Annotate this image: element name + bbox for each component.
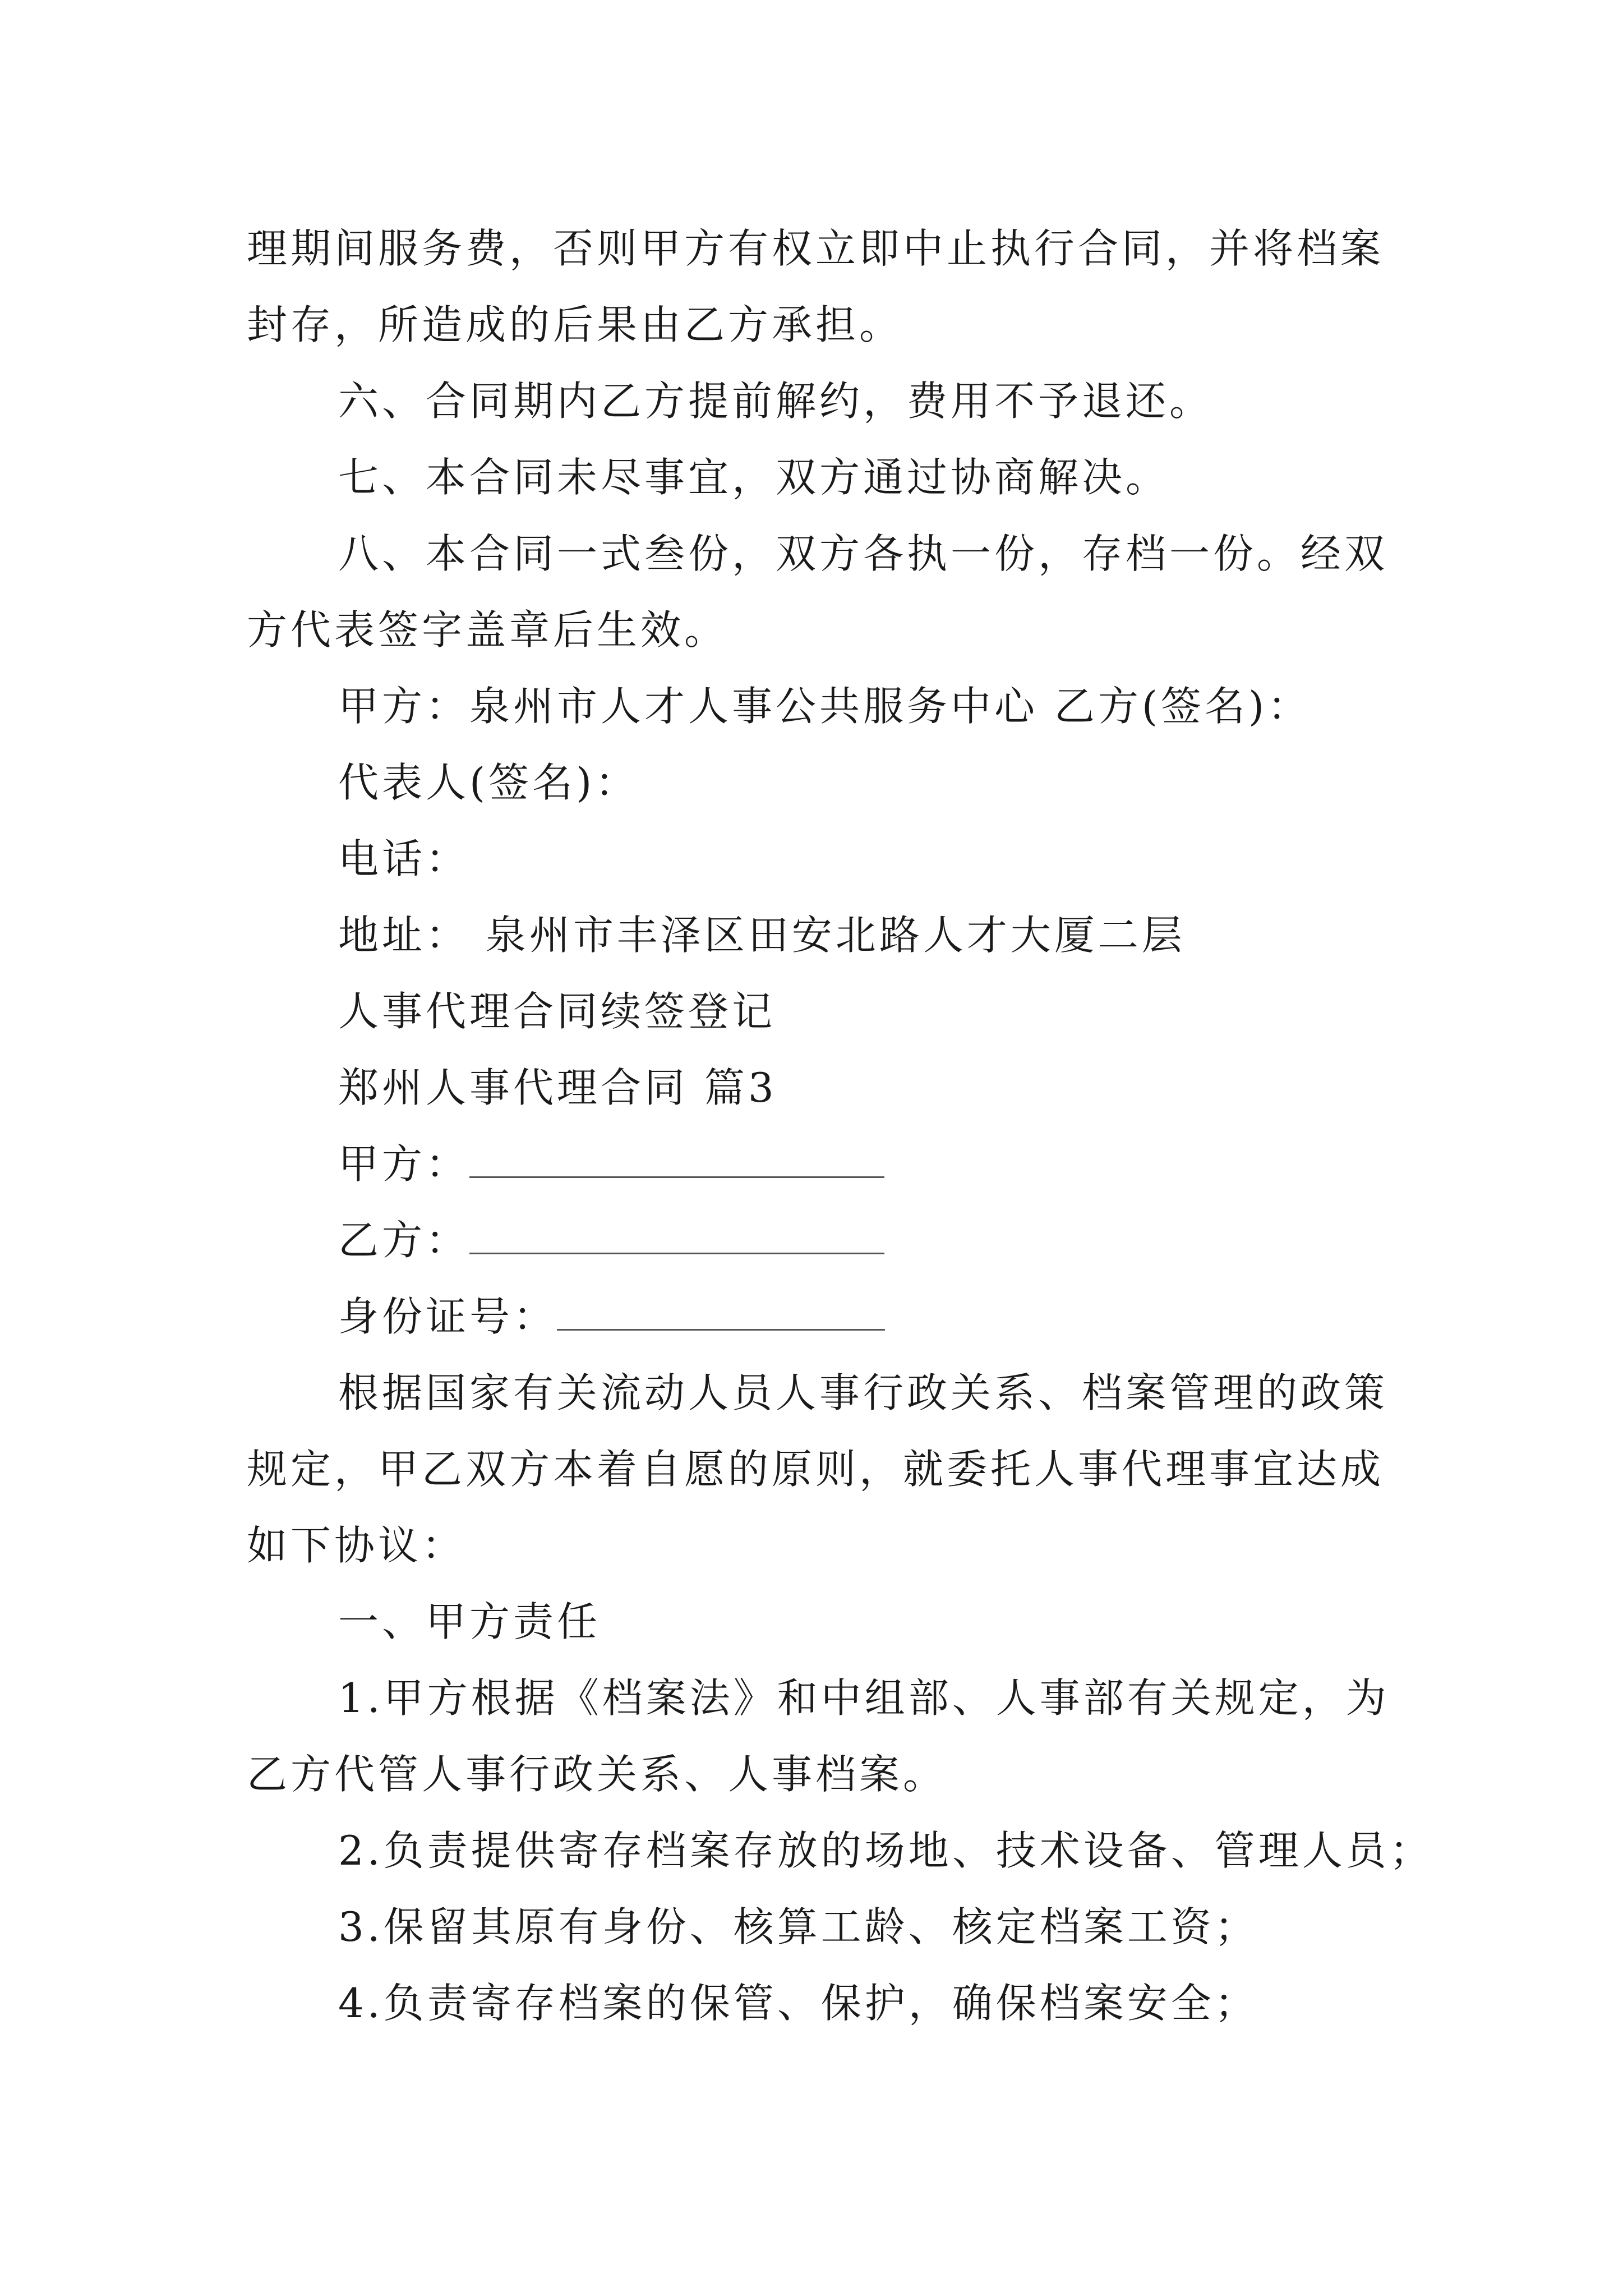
paragraph-line: 人事代理合同续签登记	[338, 988, 776, 1035]
contract-text-block-2	[247, 1355, 1433, 2041]
paragraph-line: 理期间服务费，否则甲方有权立即中止执行合同，并将档案	[247, 225, 1385, 272]
contract-party-fields	[247, 1126, 1385, 1355]
document-page	[247, 210, 1433, 2041]
party-field-label: 乙方：	[338, 1217, 470, 1264]
paragraph-line: 方代表签字盖章后生效。	[247, 606, 728, 654]
paragraph-line: 如下协议：	[247, 1522, 466, 1569]
paragraph-line: 八、本合同一式叁份，双方各执一份，存档一份。经双	[338, 530, 1389, 577]
paragraph-line: 2.负责提供寄存档案存放的场地、技术设备、管理人员；	[338, 1827, 1433, 1874]
party-field-blank[interactable]	[469, 1143, 884, 1178]
party-field-label: 甲方：	[338, 1140, 470, 1188]
paragraph-line: 3.保留其原有身份、核算工龄、核定档案工资；	[338, 1903, 1258, 1950]
contract-text-block-1	[247, 210, 1389, 1126]
paragraph-line: 1.甲方根据《档案法》和中组部、人事部有关规定，为	[338, 1674, 1390, 1722]
paragraph-line: 七、本合同未尽事宜，双方通过协商解决。	[338, 454, 1170, 501]
paragraph-line: 代表人(签名)：	[338, 759, 639, 806]
paragraph-line: 封存，所造成的后果由乙方承担。	[247, 301, 903, 348]
paragraph-line: 4.负责寄存档案的保管、保护，确保档案安全；	[338, 1980, 1258, 2027]
paragraph-line: 郑州人事代理合同 篇3	[338, 1064, 777, 1111]
paragraph-line: 地址： 泉州市丰泽区田安北路人才大厦二层	[338, 912, 1186, 959]
paragraph-line: 根据国家有关流动人员人事行政关系、档案管理的政策	[338, 1369, 1389, 1416]
paragraph-line: 六、合同期内乙方提前解约，费用不予退还。	[338, 378, 1214, 425]
party-field-row	[247, 1126, 1385, 1202]
party-field-label: 身份证号：	[338, 1293, 557, 1340]
paragraph-line: 一、甲方责任	[338, 1598, 601, 1645]
paragraph-line: 乙方代管人事行政关系、人事档案。	[247, 1751, 947, 1798]
party-field-row	[247, 1202, 1385, 1278]
party-field-blank[interactable]	[557, 1295, 885, 1331]
paragraph-line: 甲方：泉州市人才人事公共服务中心 乙方(签名)：	[338, 683, 1312, 730]
paragraph-line: 电话：	[338, 835, 470, 882]
party-field-blank[interactable]	[469, 1219, 884, 1254]
party-field-row	[247, 1278, 1385, 1355]
paragraph-line: 规定，甲乙双方本着自愿的原则，就委托人事代理事宜达成	[247, 1446, 1385, 1493]
